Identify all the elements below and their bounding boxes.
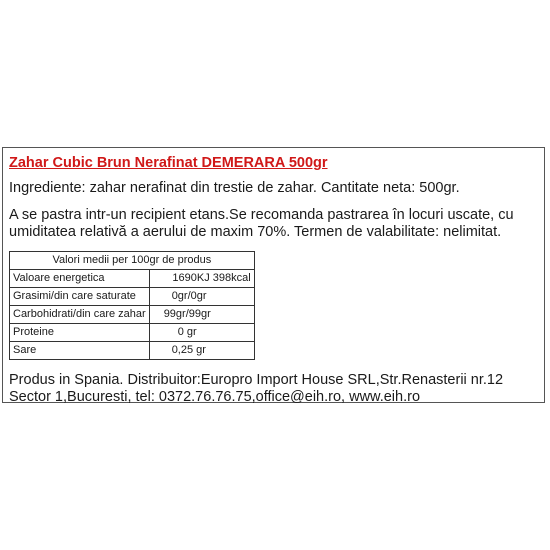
nutrition-row-protein: [10, 323, 255, 341]
product-title: Zahar Cubic Brun Nerafinat DEMERARA 500gr: [9, 155, 328, 171]
nutrition-value: 99gr/99gr: [149, 305, 254, 323]
ingredients-text: Ingrediente: zahar nerafinat din trestie de zahar. Cantitate neta: 500gr.: [9, 180, 460, 196]
producer-text: Produs in Spania. Distribuitor:Europro Import House SRL,Str.Renasterii nr.12 Sector 1,Bucuresti, tel: 0372.76.76.75,office@eih.ro, www.eih.ro: [9, 371, 504, 405]
nutrition-label: Proteine: [10, 323, 150, 341]
nutrition-label: Carbohidrati/din care zahar: [10, 305, 150, 323]
nutrition-value: 0gr/0gr: [149, 287, 254, 305]
nutrition-label: Sare: [10, 341, 150, 359]
product-label: [2, 147, 545, 403]
nutrition-row-carbs: [10, 305, 255, 323]
nutrition-row-fat: [10, 287, 255, 305]
nutrition-row-energy: [10, 269, 255, 287]
nutrition-label: Grasimi/din care saturate: [10, 287, 150, 305]
nutrition-header-row: [10, 251, 255, 269]
nutrition-header: Valori medii per 100gr de produs: [10, 251, 255, 269]
storage-text: A se pastra intr-un recipient etans.Se recomanda pastrarea în locuri uscate, cu umiditatea relativă a aerului de maxim 70%. Termen de valabilitate: nelimitat.: [9, 206, 514, 240]
nutrition-value: 0,25 gr: [149, 341, 254, 359]
nutrition-label: Valoare energetica: [10, 269, 150, 287]
nutrition-row-salt: [10, 341, 255, 359]
nutrition-table: [9, 251, 255, 360]
nutrition-value: 1690KJ 398kcal: [149, 269, 254, 287]
nutrition-value: 0 gr: [149, 323, 254, 341]
